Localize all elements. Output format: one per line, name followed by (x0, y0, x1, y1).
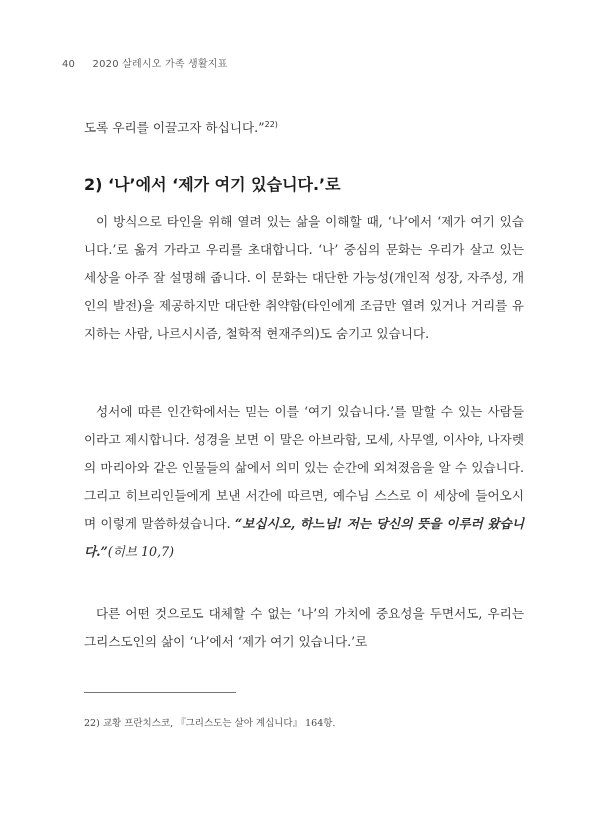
paragraph-2 (84, 398, 524, 566)
footnote-divider (84, 692, 236, 693)
footnote-ref: 22) (264, 119, 278, 129)
hebrews-reference: (히브 10,7) (107, 544, 174, 559)
paragraph-3: 다른 어떤 것으로도 대체할 수 없는 ‘나’의 가치에 중요성을 두면서도, 우리는 그리스도인의 삶이 ‘나’에서 ‘제가 여기 있습니다.’로 (84, 606, 524, 649)
running-head (62, 55, 228, 70)
footnote: 22) 교황 프란치스코, 『그리스도는 살아 계십니다』 164항. (84, 718, 336, 729)
paragraph-1: 이 방식으로 타인을 위해 열려 있는 삶을 이해할 때, ‘나’에서 ‘제가 여기 있습니다.’로 옮겨 가라고 우리를 초대합니다. ‘나’ 중심의 문화는 우리가 살고 있는 세상을 아주 잘 설명해 줍니다. 이 문화는 대단한 가능성(개인적 성장, 자주성, 개인의 발전)을 제공하지만 대단한 취약함(타인에게 조금만 열려 있거나 거리를 유지하는 사람, 나르시시즘, 철학적 현재주의)도 숨기고 있습니다. (84, 214, 524, 341)
paragraph-2-text: 성서에 따른 인간학에서는 믿는 이를 ‘여기 있습니다.’를 말할 수 있는 사람들이라고 제시합니다. 성경을 보면 이 말은 아브라함, 모세, 사무엘, 이사야, 나자렛의 마리아와 같은 인물들의 삶에서 의미 있는 순간에 외쳐졌음을 알 수 있습니다. 그리고 히브리인들에게 보낸 서간에 따르면, 예수님 스스로 이 세상에 들어오시며 이렇게 말씀하셨습니다. (84, 404, 524, 531)
page-number: 40 (62, 59, 76, 70)
book-title: 2020 살레시오 가족 생활지표 (92, 59, 228, 70)
hebrews-quote: “보십시오, 하느님! 저는 당신의 뜻을 이루러 왔습니다.” (84, 516, 524, 559)
intro-line-text: 도록 우리를 이끌고자 하십니다.” (84, 120, 265, 135)
section-heading: 2) ‘나’에서 ‘제가 여기 있습니다.’로 (84, 175, 341, 194)
intro-line (84, 114, 524, 142)
